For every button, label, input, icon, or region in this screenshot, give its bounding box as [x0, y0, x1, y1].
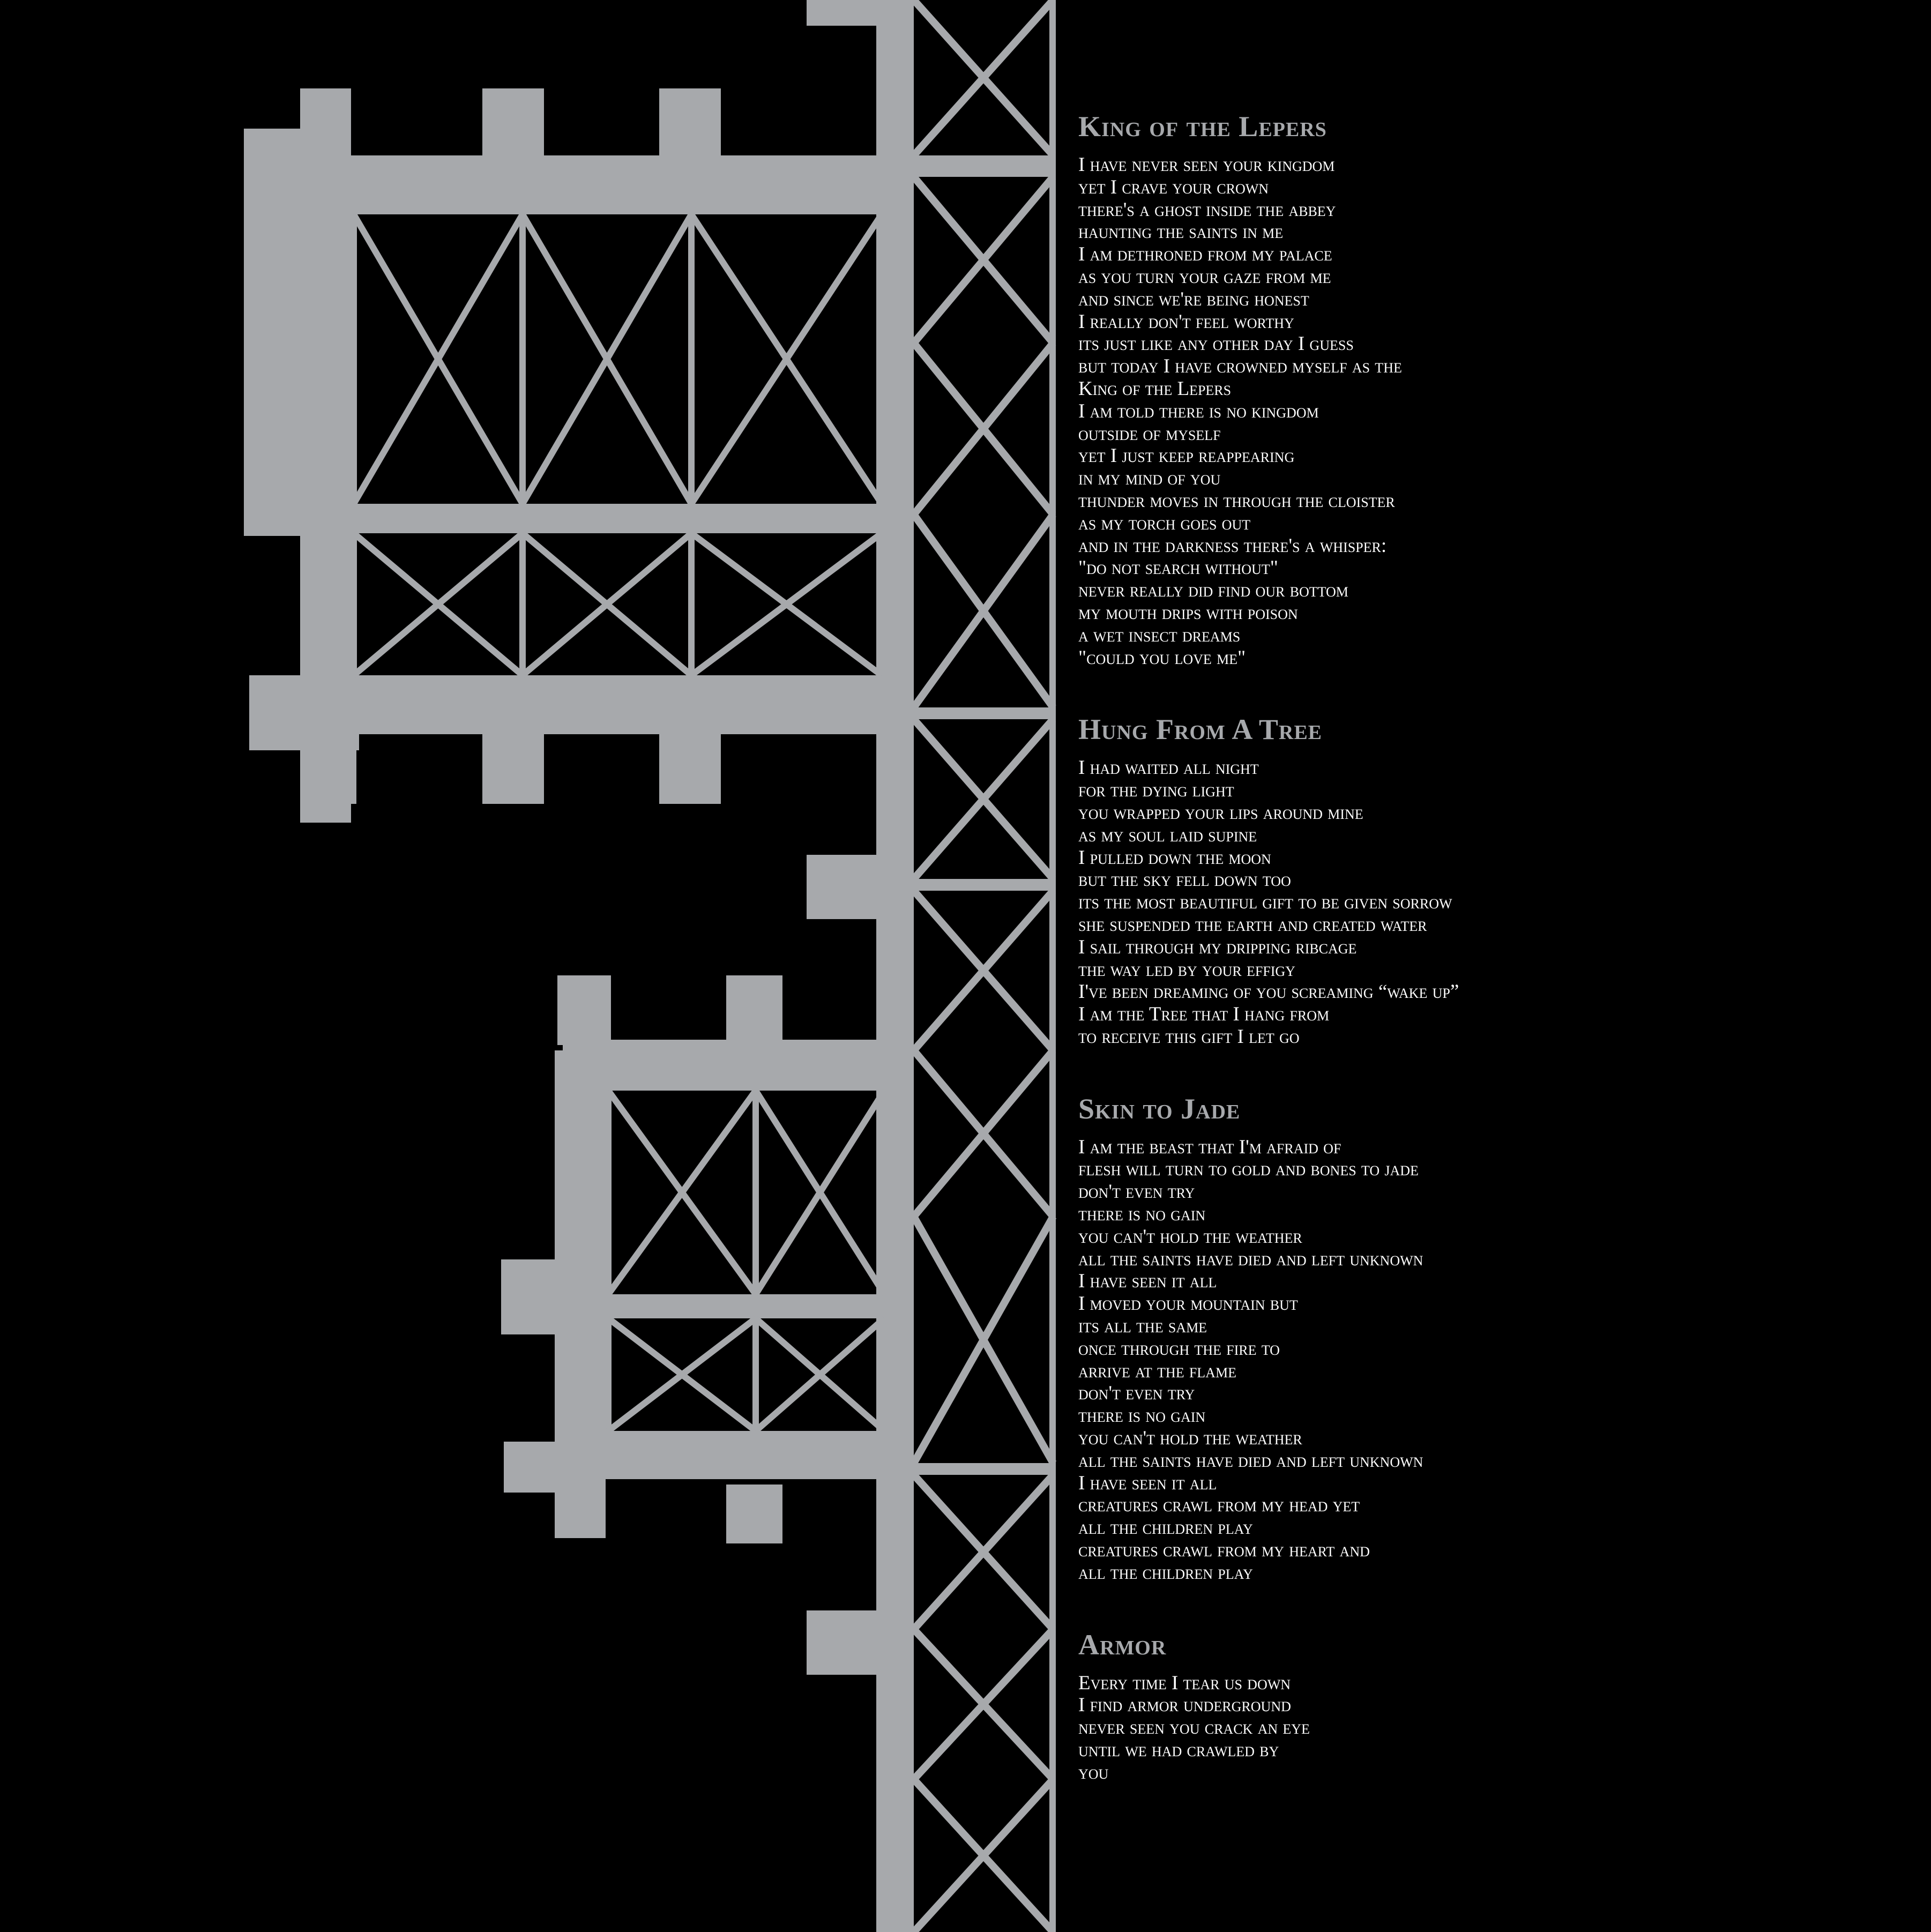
lyric-line: I had waited all night [1078, 757, 1259, 779]
lyric-line: you [1078, 1761, 1109, 1784]
lyric-line: and in the darkness there's a whisper: [1078, 534, 1387, 557]
song-king-of-the-lepers [1078, 110, 1914, 669]
lyric-line: but today I have crowned myself as the [1078, 355, 1402, 378]
lyric-line: outside of myself [1078, 422, 1221, 445]
lyric-line: never seen you crack an eye [1078, 1717, 1310, 1739]
lyric-line: I sail through my dripping ribcage [1078, 936, 1357, 958]
lyric-line: never really did find our bottom [1078, 579, 1348, 602]
lyric-line: its all the same [1078, 1315, 1207, 1338]
song-title: King of the Lepers [1078, 110, 1327, 143]
lyric-line: there is no gain [1078, 1405, 1206, 1427]
song-lyrics [1078, 1672, 1914, 1784]
lyric-line: don't even try [1078, 1382, 1195, 1405]
lyric-line: "do not search without" [1078, 557, 1278, 579]
lyric-line: as my soul laid supine [1078, 824, 1257, 846]
lyric-line: there's a ghost inside the abbey [1078, 198, 1336, 221]
lyric-line: for the dying light [1078, 779, 1234, 802]
lyric-line: once through the fire to [1078, 1337, 1280, 1360]
upper-plan-block [244, 88, 884, 823]
song-lyrics [1078, 757, 1914, 1048]
lyric-line: all the saints have died and left unknown [1078, 1248, 1423, 1270]
song-hung-from-a-tree [1078, 713, 1914, 1048]
lyric-line: until we had crawled by [1078, 1739, 1279, 1762]
lyric-line: as my torch goes out [1078, 512, 1251, 534]
lyric-line: don't even try [1078, 1181, 1195, 1203]
lyric-line: creatures crawl from my heart and [1078, 1539, 1370, 1562]
lyric-line: haunting the saints in me [1078, 221, 1284, 243]
lyric-line: you wrapped your lips around mine [1078, 801, 1363, 824]
lyric-line: as you turn your gaze from me [1078, 265, 1331, 288]
song-title: Armor [1078, 1628, 1167, 1661]
lyric-line: you can't hold the weather [1078, 1225, 1302, 1248]
lyrics-column [1078, 110, 1914, 1784]
lyric-line: all the children play [1078, 1561, 1253, 1584]
song-title: Hung From A Tree [1078, 713, 1323, 746]
tower-column [807, 0, 1056, 1932]
lyric-line: but the sky fell down too [1078, 869, 1291, 891]
lyric-line: Every time I tear us down [1078, 1672, 1291, 1694]
lyric-line: to receive this gift I let go [1078, 1025, 1300, 1048]
lyric-line: I pulled down the moon [1078, 846, 1271, 869]
lyric-line: in my mind of you [1078, 467, 1221, 490]
lyric-line: I have seen it all [1078, 1472, 1217, 1494]
lyric-line: she suspended the earth and created water [1078, 913, 1427, 936]
lyric-line: flesh will turn to gold and bones to jade [1078, 1158, 1419, 1181]
lyric-line: I've been dreaming of you screaming “wake up” [1078, 981, 1459, 1003]
lyric-line: you can't hold the weather [1078, 1427, 1302, 1450]
lyric-line: I really don't feel worthy [1078, 310, 1294, 333]
lyric-line: I am the beast that I'm afraid of [1078, 1136, 1341, 1158]
lyric-line: yet I just keep reappearing [1078, 445, 1295, 467]
lyric-line: all the saints have died and left unknown [1078, 1449, 1423, 1472]
lyric-line: a wet insect dreams [1078, 624, 1241, 646]
lyric-line: there is no gain [1078, 1203, 1206, 1226]
lyric-line: yet I crave your crown [1078, 176, 1269, 198]
song-title: Skin to Jade [1078, 1092, 1241, 1125]
lyric-line: all the children play [1078, 1517, 1253, 1539]
song-lyrics [1078, 154, 1914, 669]
lyric-line: I am dethroned from my palace [1078, 243, 1332, 266]
lyric-line: thunder moves in through the cloister [1078, 489, 1395, 512]
lyric-line: my mouth drips with poison [1078, 601, 1298, 624]
song-skin-to-jade [1078, 1092, 1914, 1584]
lyric-line: "could you love me" [1078, 646, 1246, 669]
lyric-line: its the most beautiful gift to be given sorrow [1078, 891, 1452, 914]
lyric-line: I am the Tree that I hang from [1078, 1003, 1330, 1026]
lyric-line: I have never seen your kingdom [1078, 154, 1335, 176]
lower-plan-block [501, 975, 884, 1543]
lyric-line: creatures crawl from my head yet [1078, 1494, 1360, 1517]
lyric-line: I am told there is no kingdom [1078, 400, 1319, 422]
lyric-line: King of the Lepers [1078, 377, 1232, 400]
lyric-line: its just like any other day I guess [1078, 333, 1354, 355]
lyric-line: the way led by your effigy [1078, 958, 1295, 981]
lyric-line: and since we're being honest [1078, 288, 1309, 310]
song-lyrics [1078, 1136, 1914, 1584]
lyric-line: I have seen it all [1078, 1270, 1217, 1293]
lyric-line: I find armor underground [1078, 1694, 1291, 1717]
lyric-line: arrive at the flame [1078, 1360, 1236, 1382]
song-armor [1078, 1628, 1914, 1784]
lyric-line: I moved your mountain but [1078, 1293, 1298, 1315]
